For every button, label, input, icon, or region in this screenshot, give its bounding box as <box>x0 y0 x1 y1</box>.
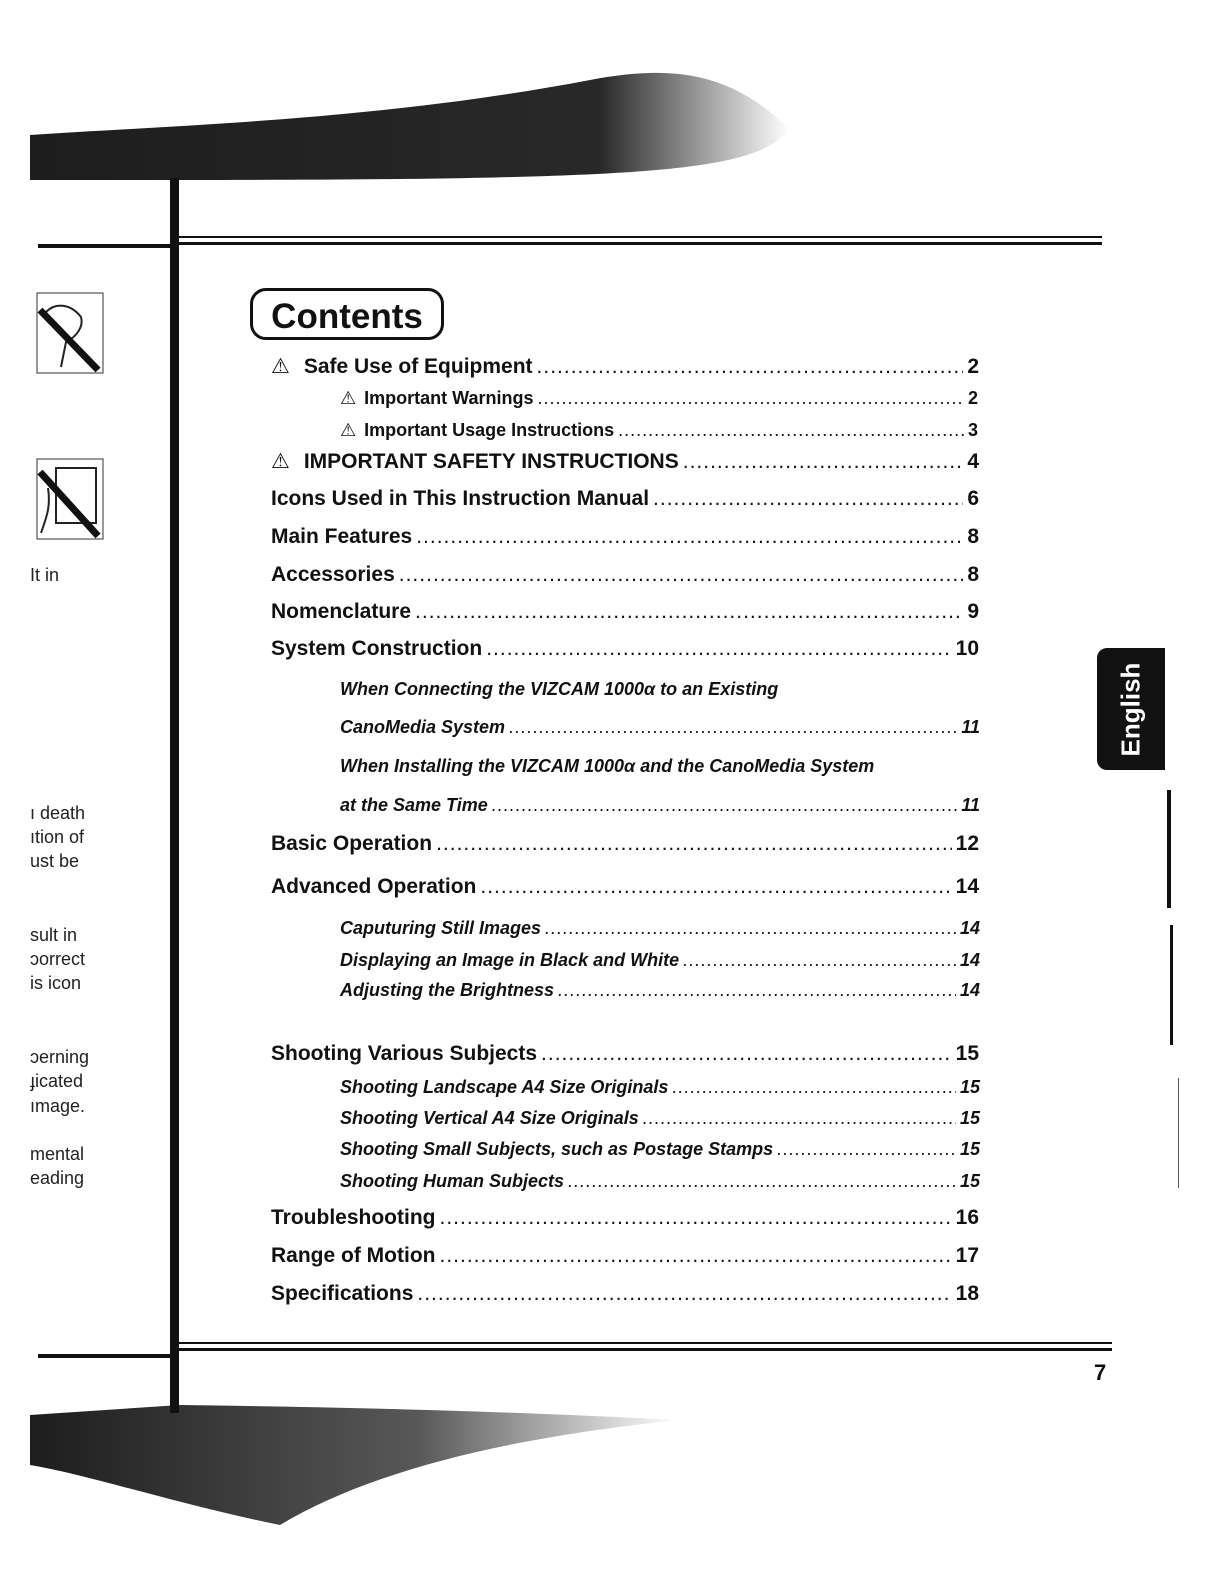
prohibited-outlet-icon <box>36 458 104 540</box>
toc-entry[interactable]: ⚠ IMPORTANT SAFETY INSTRUCTIONS ..... 4 <box>271 449 979 474</box>
toc-entry-line[interactable]: When Connecting the VIZCAM 1000α to an Existing <box>340 679 779 699</box>
toc-entry[interactable]: System Construction ..... 10 <box>271 637 979 661</box>
toc-entry[interactable]: ⚠ Important Warnings ..... 2 <box>340 388 978 409</box>
left-page-text: ɔerning <box>30 1047 90 1067</box>
top-rule-right-thick <box>178 242 1102 245</box>
toc-entry[interactable]: Shooting Small Subjects, such as Postage Stamps ..... 15 <box>340 1139 980 1160</box>
toc-entry[interactable]: CanoMedia System ..... 11 <box>340 717 980 738</box>
binding-shadow-top <box>30 40 830 190</box>
left-page-text: ɟicated <box>30 1071 84 1091</box>
left-page-text: mental <box>30 1144 85 1164</box>
top-rule-right <box>178 236 1102 238</box>
toc-entry[interactable]: Range of Motion ..... 17 <box>271 1244 979 1268</box>
toc-entry[interactable]: Shooting Various Subjects ..... 15 <box>271 1042 979 1066</box>
prohibited-illustration-icon <box>36 292 104 374</box>
bottom-rule-right-thick <box>178 1348 1112 1351</box>
bottom-rule-right <box>178 1342 1112 1344</box>
warning-icon: ⚠ <box>271 450 290 473</box>
toc-entry[interactable]: Troubleshooting ..... 16 <box>271 1206 979 1230</box>
left-page-text: ımage. <box>30 1096 86 1116</box>
toc-entry[interactable]: Accessories ..... 8 <box>271 563 979 587</box>
language-tab-label: English <box>1115 662 1146 756</box>
toc-entry[interactable]: Nomenclature ..... 9 <box>271 600 979 624</box>
left-page-text: is icon <box>30 973 82 993</box>
left-page-text: ı death <box>30 803 86 823</box>
toc-entry[interactable]: Caputuring Still Images ..... 14 <box>340 918 980 939</box>
page-number: 7 <box>1094 1360 1107 1385</box>
toc-entry[interactable]: Adjusting the Brightness ..... 14 <box>340 980 980 1001</box>
toc-entry[interactable]: Icons Used in This Instruction Manual ..... 6 <box>271 487 979 511</box>
toc-entry[interactable]: at the Same Time ..... 11 <box>340 795 980 816</box>
toc-entry[interactable]: Main Features ..... 8 <box>271 525 979 549</box>
binding-shadow-bottom <box>30 1395 730 1545</box>
left-page-text: ɔorrect <box>30 949 86 969</box>
edge-mark <box>1167 790 1171 908</box>
edge-mark <box>1178 1078 1179 1188</box>
toc-entry[interactable]: Specifications ..... 18 <box>271 1282 979 1306</box>
edge-mark <box>1170 925 1173 1045</box>
warning-icon: ⚠ <box>271 355 290 378</box>
left-page-text: ıtion of <box>30 827 85 847</box>
book-spine <box>170 178 179 1413</box>
left-page-text: eading <box>30 1168 85 1188</box>
toc-entry[interactable]: Shooting Landscape A4 Size Originals ..... 15 <box>340 1077 980 1098</box>
toc-entry[interactable]: Shooting Vertical A4 Size Originals ..... 15 <box>340 1108 980 1129</box>
toc-entry[interactable]: Advanced Operation ..... 14 <box>271 875 979 899</box>
warning-icon: ⚠ <box>340 388 357 408</box>
toc-entry[interactable]: ⚠ Important Usage Instructions ..... 3 <box>340 420 978 441</box>
top-rule-left <box>38 244 173 248</box>
toc-entry[interactable]: Shooting Human Subjects ..... 15 <box>340 1171 980 1192</box>
warning-icon: ⚠ <box>340 420 357 440</box>
toc-entry[interactable]: ⚠ Safe Use of Equipment ..... 2 <box>271 354 979 379</box>
toc-entry[interactable]: Displaying an Image in Black and White ..... 14 <box>340 950 980 971</box>
left-page-text: ust be <box>30 851 80 871</box>
toc-entry-line[interactable]: When Installing the VIZCAM 1000α and the CanoMedia System <box>340 756 875 776</box>
bottom-rule-left <box>38 1354 173 1358</box>
page-title: Contents <box>250 288 444 340</box>
left-page-text: sult in <box>30 925 78 945</box>
toc-entry[interactable]: Basic Operation ..... 12 <box>271 832 979 856</box>
left-page-text: It in <box>30 565 60 585</box>
